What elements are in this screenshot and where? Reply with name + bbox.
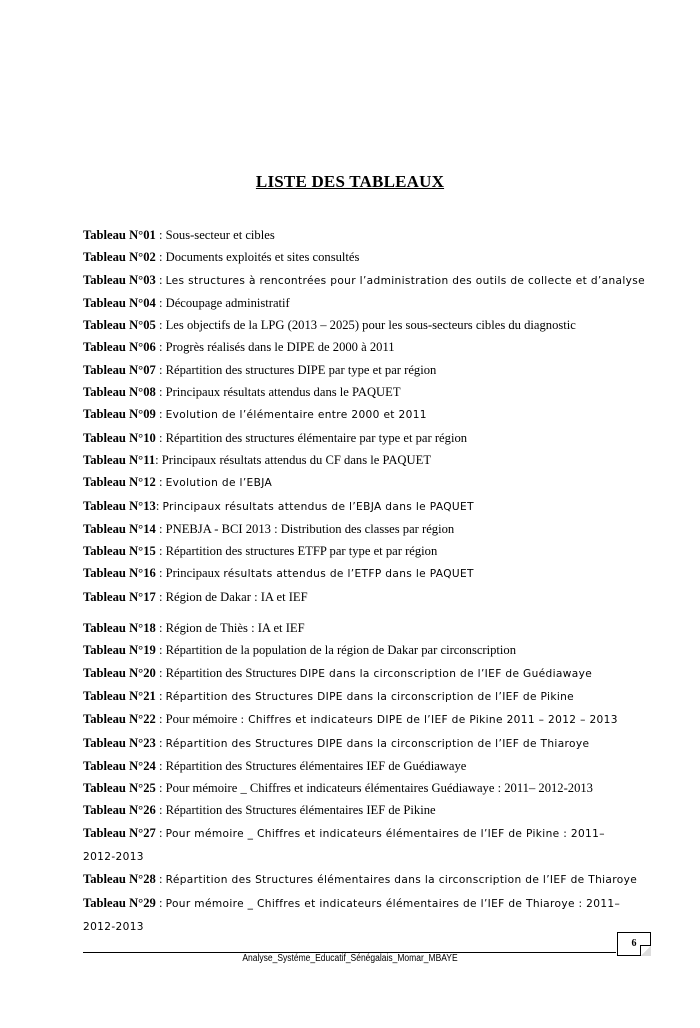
entry-sep: : [155, 544, 166, 559]
entry-text: Principaux résultats attendus du CF dans le PAQUET [161, 452, 432, 467]
entry-label: Tableau N°24 [83, 758, 156, 773]
list-item [83, 868, 638, 891]
list-item [83, 586, 623, 608]
entry-sep: : [155, 758, 166, 773]
list-item [83, 822, 623, 869]
entry-text: Les objectifs de la LPG (2013 – 2025) pour les sous-secteurs cibles du diagnostic [165, 318, 576, 333]
entry-label: Tableau N°07 [83, 362, 156, 377]
entry-text: Sous-secteur et cibles [165, 228, 275, 242]
entry-text: Documents exploités et sites consultés [165, 250, 360, 265]
entry-label: Tableau N°05 [83, 318, 156, 333]
entry-text: Répartition des structures élémentaire par type et par région [165, 430, 468, 445]
list-item [83, 224, 623, 246]
entry-label: Tableau N°04 [83, 295, 156, 310]
entry-text: Répartition des Structures élémentaires IEF de Pikine [165, 803, 436, 818]
list-item [83, 269, 646, 292]
entry-label: Tableau N°11 [83, 452, 156, 467]
entry-sep: : [155, 803, 166, 818]
list-item [83, 562, 623, 585]
entry-sep: : [155, 475, 166, 490]
entry-sep: : [155, 318, 166, 333]
entry-text: Région de Thiès : IA et IEF [165, 621, 305, 636]
entry-label: Tableau N°21 [83, 688, 156, 703]
entry-label: Tableau N°29 [83, 895, 156, 910]
entry-text: Répartition des Structures élémentaires IEF de Guédiawaye [165, 758, 467, 773]
entry-label: Tableau N°12 [83, 475, 156, 490]
list-item [83, 449, 623, 471]
entry-label: Tableau N°17 [83, 589, 156, 604]
list-item [83, 471, 623, 494]
entry-label: Tableau N°10 [83, 430, 156, 445]
entry-text: Répartition des Structures DIPE dans la circonscription de l’IEF de Pikine [165, 690, 575, 703]
footer-text: Analyse_Systéme_Educatif_Sénégalais_Momar_MBAYE [242, 953, 458, 964]
list-item [83, 381, 623, 403]
list-item [83, 540, 623, 562]
entry-lead: Principaux [165, 566, 224, 581]
entry-text: Pour mémoire _ Chiffres et indicateurs élémentaires Guédiawaye : 2011– 2012-2013 [165, 781, 593, 796]
entry-sep: : [155, 407, 166, 422]
list-item [83, 427, 623, 449]
entry-text: : Chiffres et indicateurs DIPE de l’IEF de Pikine 2011 – 2012 – 2013 [240, 714, 618, 727]
entry-sep: : [155, 589, 166, 604]
list-item [83, 495, 623, 518]
entry-text: Pour mémoire _ Chiffres et indicateurs élémentaires de l’IEF de Thiaroye : 2011–2012-2013 [83, 897, 621, 933]
entry-text: Evolution de l’EBJA [165, 477, 273, 490]
entry-label: Tableau N°03 [83, 272, 156, 287]
entry-text: Répartition des Structures élémentaires dans la circonscription de l’IEF de Thiaroye [165, 874, 638, 887]
list-item [83, 336, 623, 358]
list-item [83, 662, 623, 685]
entry-sep: : [155, 272, 166, 287]
entry-text: résultats attendus de l’ETFP dans le PAQUET [223, 568, 474, 581]
entry-lead: Pour mémoire [165, 712, 241, 727]
entry-label: Tableau N°28 [83, 872, 156, 887]
entry-label: Tableau N°14 [83, 521, 156, 536]
list-item [83, 359, 623, 381]
entry-text: Principaux résultats attendus de l’EBJA dans le PAQUET [162, 500, 474, 513]
entry-sep: : [155, 498, 163, 513]
entry-label: Tableau N°18 [83, 621, 156, 636]
list-item [83, 403, 623, 426]
entry-sep: : [155, 340, 166, 355]
entry-sep: : [155, 250, 166, 265]
entry-text: Répartition des structures DIPE par type et par région [165, 362, 437, 377]
entry-label: Tableau N°22 [83, 712, 156, 727]
entry-sep: : [155, 452, 162, 467]
entry-label: Tableau N°08 [83, 385, 156, 400]
entry-text: Région de Dakar : IA et IEF [165, 589, 308, 604]
entry-sep: : [155, 712, 166, 727]
entry-label: Tableau N°09 [83, 407, 156, 422]
list-item [83, 314, 623, 336]
entry-label: Tableau N°25 [83, 781, 156, 796]
entry-text: Les structures à rencontrées pour l’administration des outils de collecte et d’analyse [165, 274, 646, 287]
entry-text: Progrès réalisés dans le DIPE de 2000 à 2011 [165, 340, 395, 355]
list-item [83, 892, 623, 939]
entry-label: Tableau N°23 [83, 735, 156, 750]
entry-text: Evolution de l’élémentaire entre 2000 et 2011 [165, 409, 427, 422]
entry-sep: : [155, 621, 166, 636]
entry-text: Répartition des structures ETFP par type et par région [165, 544, 438, 559]
list-item [83, 777, 623, 799]
entry-text: Principaux résultats attendus dans le PAQUET [165, 385, 401, 400]
entry-label: Tableau N°27 [83, 825, 156, 840]
entry-sep: : [155, 872, 166, 887]
entry-sep: : [155, 362, 166, 377]
list-item [83, 292, 623, 314]
entry-sep: : [155, 781, 166, 796]
list-item [83, 799, 623, 821]
list-item [83, 732, 623, 755]
entry-text: Pour mémoire _ Chiffres et indicateurs élémentaires de l’IEF de Pikine : 2011–2012-2013 [83, 827, 605, 864]
entry-sep: : [155, 295, 166, 310]
entry-sep: : [155, 688, 166, 703]
entry-sep: : [155, 521, 166, 536]
entry-sep: : [155, 566, 166, 581]
list-item [83, 639, 623, 661]
entry-text: Répartition des Structures DIPE dans la circonscription de l’IEF de Thiaroye [165, 737, 590, 750]
entry-label: Tableau N°13 [83, 498, 156, 513]
entry-label: Tableau N°19 [83, 643, 156, 658]
entry-label: Tableau N°15 [83, 544, 156, 559]
entry-label: Tableau N°01 [83, 228, 156, 242]
table-list [83, 224, 646, 938]
entry-label: Tableau N°16 [83, 566, 156, 581]
entry-sep: : [155, 825, 166, 840]
entry-text: Découpage administratif [165, 295, 290, 310]
entry-text: PNEBJA - BCI 2013 : Distribution des classes par région [165, 521, 455, 536]
entry-sep: : [155, 735, 166, 750]
entry-sep: : [155, 643, 166, 658]
entry-label: Tableau N°26 [83, 803, 156, 818]
entry-label: Tableau N°20 [83, 665, 156, 680]
list-item [83, 755, 623, 777]
entry-sep: : [155, 385, 166, 400]
entry-text: Répartition de la population de la région de Dakar par circonscription [165, 643, 517, 658]
list-item [83, 246, 623, 268]
entry-sep: : [155, 228, 166, 242]
entry-sep: : [155, 430, 166, 445]
page-title: LISTE DES TABLEAUX [255, 172, 445, 191]
list-item [83, 617, 623, 639]
entry-sep: : [155, 895, 166, 910]
entry-lead: Répartition des Structures [165, 665, 300, 680]
list-item [83, 708, 623, 731]
list-item [83, 518, 623, 540]
list-item [83, 685, 623, 708]
entry-label: Tableau N°02 [83, 250, 156, 265]
entry-sep: : [155, 665, 166, 680]
entry-label: Tableau N°06 [83, 340, 156, 355]
page-number: 6 [631, 938, 637, 949]
entry-text: DIPE dans la circonscription de l’IEF de Guédiawaye [299, 667, 593, 680]
